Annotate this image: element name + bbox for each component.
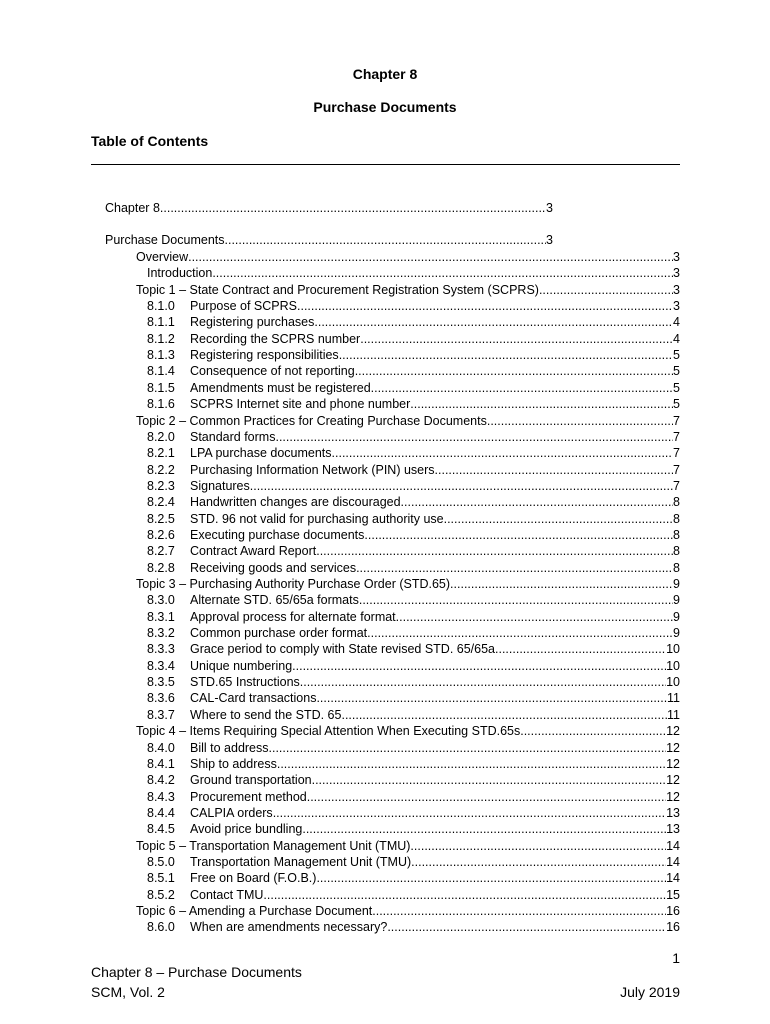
toc-entry-label: Common purchase order format	[190, 626, 368, 641]
toc-dot-leader	[359, 592, 673, 608]
toc-entry-label: When are amendments necessary?	[190, 920, 388, 935]
toc-entry-label: Topic 6 – Amending a Purchase Document	[136, 904, 373, 918]
toc-entry-label: Bill to address	[190, 740, 269, 755]
toc-dot-leader	[188, 249, 673, 265]
toc-dot-leader	[332, 445, 674, 461]
toc-dot-leader	[396, 609, 673, 625]
toc-entry-label: LPA purchase documents	[190, 446, 332, 461]
toc-entry[interactable]	[147, 494, 680, 510]
toc-entry[interactable]	[147, 870, 680, 886]
toc-entry-page: 3	[546, 201, 553, 215]
toc-entry-label: SCPRS Internet site and phone number	[190, 397, 411, 412]
toc-dot-leader	[360, 331, 673, 347]
toc-entry[interactable]	[147, 740, 680, 756]
toc-entry[interactable]	[147, 314, 680, 330]
toc-entry-page: 8	[673, 495, 680, 510]
toc-entry-page: 3	[546, 233, 553, 247]
toc-entry-label: Topic 2 – Common Practices for Creating Purchase Documents	[136, 413, 487, 428]
toc-dot-leader	[539, 282, 673, 298]
toc-entry[interactable]	[147, 592, 680, 608]
toc-entry-number: 8.2.1	[147, 446, 175, 461]
toc-entry-number: 8.3.7	[147, 707, 175, 722]
toc-entry[interactable]	[147, 756, 680, 772]
toc-dot-leader	[410, 838, 666, 854]
toc-entry[interactable]	[147, 919, 680, 935]
footer-chapter-title: Chapter 8 – Purchase Documents	[91, 964, 302, 980]
toc-entry-number: 8.2.6	[147, 527, 175, 542]
toc-entry[interactable]	[136, 282, 680, 298]
document-subtitle: Purchase Documents	[313, 99, 457, 115]
toc-entry-page: 13	[666, 822, 680, 837]
toc-entry[interactable]	[147, 854, 680, 870]
toc-entry-page: 9	[673, 593, 680, 608]
toc-entry-label: Avoid price bundling	[190, 822, 303, 837]
toc-entry-label: Transportation Management Unit (TMU)	[190, 854, 412, 869]
toc-entry-page: 7	[673, 446, 680, 461]
toc-dot-leader	[312, 772, 666, 788]
toc-entry-label: Procurement method	[190, 789, 307, 804]
toc-entry[interactable]	[147, 887, 680, 903]
toc-entry-page: 12	[666, 724, 680, 739]
toc-entry-number: 8.1.5	[147, 380, 175, 395]
toc-entry-label: Ship to address	[190, 756, 277, 771]
toc-entry-number: 8.3.2	[147, 626, 175, 641]
page-number: 1	[672, 950, 680, 966]
toc-entry-page: 12	[666, 789, 680, 804]
toc-entry-number: 8.3.4	[147, 658, 175, 673]
toc-dot-leader	[297, 298, 673, 314]
toc-entry-number: 8.2.3	[147, 478, 175, 493]
toc-entry-number: 8.1.3	[147, 348, 175, 363]
toc-entry-page: 14	[666, 871, 680, 886]
toc-entry-label: Standard forms	[190, 429, 276, 444]
toc-entry[interactable]	[147, 674, 680, 690]
toc-entry[interactable]	[147, 543, 680, 559]
toc-dot-leader	[356, 560, 673, 576]
toc-entry-label: Overview	[136, 250, 189, 264]
toc-entry-page: 11	[667, 707, 680, 722]
toc-entry-number: 8.2.8	[147, 560, 175, 575]
toc-entry-label: CAL-Card transactions	[190, 691, 317, 706]
toc-entry-label: Receiving goods and services	[190, 560, 357, 575]
toc-entry[interactable]	[147, 772, 680, 788]
toc-entry[interactable]	[147, 298, 680, 314]
toc-entry-number: 8.2.4	[147, 495, 175, 510]
toc-entry-page: 9	[673, 626, 680, 641]
toc-entry-label: Where to send the STD. 65	[190, 707, 342, 722]
footer-volume: SCM, Vol. 2	[91, 984, 165, 1000]
toc-entry[interactable]	[147, 641, 680, 657]
toc-entry-page: 8	[673, 544, 680, 559]
toc-entry-label: STD.65 Instructions	[190, 675, 300, 690]
toc-entry-number: 8.4.4	[147, 805, 175, 820]
toc-entry[interactable]	[147, 609, 680, 625]
toc-dot-leader	[225, 232, 547, 248]
toc-entry-page: 7	[673, 478, 680, 493]
toc-entry[interactable]	[147, 625, 680, 641]
toc-entry-label: Amendments must be registered	[190, 380, 371, 395]
toc-dot-leader	[250, 478, 673, 494]
toc-entry[interactable]	[147, 347, 680, 363]
toc-entry-page: 10	[666, 658, 680, 673]
toc-entry-page: 8	[673, 511, 680, 526]
toc-entry-number: 8.5.2	[147, 887, 175, 902]
toc-entry-label: Contact TMU	[190, 887, 264, 902]
toc-entry-label: Topic 5 – Transportation Management Unit (TMU)	[136, 838, 411, 853]
toc-entry-page: 5	[673, 348, 680, 363]
toc-entry[interactable]	[136, 723, 680, 739]
toc-dot-leader	[495, 641, 666, 657]
toc-entry[interactable]	[136, 413, 680, 429]
toc-entry-page: 4	[673, 315, 680, 330]
toc-entry-number: 8.1.4	[147, 364, 175, 379]
toc-entry-page: 3	[673, 282, 680, 297]
toc-dot-leader	[277, 756, 666, 772]
toc-entry-number: 8.6.0	[147, 920, 175, 935]
toc-entry-label: Chapter 8	[105, 201, 160, 215]
toc-dot-leader	[302, 821, 666, 837]
toc-dot-leader	[316, 543, 673, 559]
toc-entry[interactable]	[136, 903, 680, 919]
toc-entry-label: Registering purchases	[190, 315, 315, 330]
toc-entry-page: 12	[666, 756, 680, 771]
toc-entry-number: 8.1.2	[147, 331, 175, 346]
chapter-title: Chapter 8	[352, 66, 418, 82]
toc-entry-number: 8.1.1	[147, 315, 175, 330]
toc-entry[interactable]	[136, 838, 680, 854]
toc-dot-leader	[371, 380, 673, 396]
toc-entry-label: Ground transportation	[190, 773, 312, 788]
toc-entry-page: 7	[673, 429, 680, 444]
toc-entry-label: CALPIA orders	[190, 805, 273, 820]
toc-dot-leader	[269, 740, 667, 756]
toc-entry-label: Topic 3 – Purchasing Authority Purchase Order (STD.65)	[136, 577, 451, 591]
toc-dot-leader	[307, 789, 666, 805]
toc-entry-page: 10	[666, 642, 680, 657]
toc-entry-page: 11	[667, 691, 680, 706]
toc-entry[interactable]	[147, 331, 680, 347]
toc-dot-leader	[355, 363, 673, 379]
toc-entry-label: Signatures	[190, 478, 250, 493]
toc-dot-leader	[372, 903, 666, 919]
toc-entry-page: 5	[673, 380, 680, 395]
toc-entry-page: 3	[673, 250, 680, 264]
toc-entry-number: 8.2.5	[147, 511, 175, 526]
toc-entry[interactable]	[147, 690, 680, 706]
toc-dot-leader	[487, 413, 673, 429]
toc-entry-number: 8.2.7	[147, 544, 175, 559]
toc-entry[interactable]	[105, 232, 553, 248]
toc-entry-number: 8.5.1	[147, 871, 175, 886]
toc-entry-label: Purchasing Information Network (PIN) users	[190, 462, 435, 477]
toc-entry-number: 8.2.2	[147, 462, 175, 477]
toc-entry-page: 8	[673, 560, 680, 575]
toc-entry-page: 16	[666, 920, 680, 935]
toc-entry-number: 8.5.0	[147, 854, 175, 869]
toc-dot-leader	[444, 511, 673, 527]
toc-entry-page: 9	[673, 577, 680, 591]
toc-entry[interactable]	[147, 363, 680, 379]
toc-entry-page: 12	[666, 740, 680, 755]
toc-entry-page: 5	[673, 397, 680, 412]
toc-entry[interactable]	[147, 380, 680, 396]
toc-entry-number: 8.3.0	[147, 593, 175, 608]
toc-entry-page: 4	[673, 331, 680, 346]
toc-entry-page: 10	[666, 675, 680, 690]
toc-entry-page: 16	[666, 904, 680, 918]
toc-entry[interactable]	[147, 805, 680, 821]
toc-dot-leader	[387, 919, 666, 935]
toc-entry-label: Topic 1 – State Contract and Procurement Registration System (SCPRS)	[136, 282, 539, 297]
toc-entry-label: STD. 96 not valid for purchasing authority use	[190, 511, 444, 526]
toc-dot-leader	[263, 887, 666, 903]
toc-entry-page: 14	[666, 854, 680, 869]
toc-entry-page: 7	[673, 462, 680, 477]
toc-entry-label: Consequence of not reporting	[190, 364, 355, 379]
toc-entry[interactable]	[147, 658, 680, 674]
toc-entry[interactable]	[147, 789, 680, 805]
toc-dot-leader	[401, 494, 674, 510]
toc-dot-leader	[273, 805, 666, 821]
toc-entry-label: Contract Award Report	[190, 544, 317, 559]
toc-dot-leader	[275, 429, 673, 445]
toc-entry[interactable]	[147, 511, 680, 527]
toc-dot-leader	[160, 200, 546, 216]
toc-entry-label: Free on Board (F.O.B.)	[190, 871, 317, 886]
toc-dot-leader	[292, 658, 666, 674]
toc-entry[interactable]	[136, 249, 680, 265]
toc-dot-leader	[300, 674, 666, 690]
heading-divider	[91, 164, 680, 165]
toc-dot-leader	[435, 462, 674, 478]
toc-dot-leader	[316, 870, 666, 886]
toc-entry[interactable]	[147, 478, 680, 494]
toc-entry-number: 8.3.6	[147, 691, 175, 706]
toc-entry-label: Topic 4 – Items Requiring Special Attention When Executing STD.65s	[136, 724, 521, 739]
toc-dot-leader	[520, 723, 666, 739]
toc-entry-page: 3	[673, 266, 680, 281]
toc-entry-number: 8.3.3	[147, 642, 175, 657]
toc-entry[interactable]	[147, 429, 680, 445]
toc-entry-label: Grace period to comply with State revised STD. 65/65a	[190, 642, 496, 657]
toc-entry-page: 13	[666, 805, 680, 820]
toc-entry-number: 8.1.0	[147, 299, 175, 314]
toc-entry[interactable]	[147, 527, 680, 543]
toc-entry-label: Alternate STD. 65/65a formats	[190, 593, 359, 608]
toc-heading: Table of Contents	[91, 133, 209, 149]
toc-entry-page: 12	[666, 773, 680, 788]
toc-dot-leader	[316, 690, 667, 706]
toc-entry-label: Executing purchase documents	[190, 527, 365, 542]
toc-entry-page: 7	[673, 413, 680, 428]
toc-dot-leader	[339, 347, 673, 363]
toc-entry[interactable]	[147, 445, 680, 461]
toc-entry[interactable]	[147, 560, 680, 576]
toc-entry-label: Purpose of SCPRS	[190, 299, 297, 314]
toc-entry[interactable]	[136, 576, 680, 592]
toc-entry-number: 8.1.6	[147, 397, 175, 412]
toc-dot-leader	[314, 314, 673, 330]
toc-entry-number: 8.2.0	[147, 429, 175, 444]
toc-entry-label: Introduction	[147, 266, 213, 281]
toc-entry-page: 8	[673, 527, 680, 542]
toc-dot-leader	[364, 527, 673, 543]
toc-dot-leader	[411, 854, 666, 870]
toc-entry[interactable]	[147, 707, 680, 723]
toc-entry-number: 8.4.2	[147, 773, 175, 788]
toc-entry-label: Recording the SCPRS number	[190, 331, 361, 346]
toc-entry[interactable]	[147, 821, 680, 837]
toc-entry-number: 8.3.5	[147, 675, 175, 690]
footer-date: July 2019	[620, 984, 680, 1000]
toc-entry[interactable]	[147, 265, 680, 281]
toc-entry-label: Unique numbering	[190, 658, 293, 673]
toc-entry-page: 14	[666, 838, 680, 853]
toc-entry-label: Registering responsibilities	[190, 348, 339, 363]
toc-entry-label: Handwritten changes are discouraged	[190, 495, 401, 510]
toc-entry-number: 8.4.0	[147, 740, 175, 755]
toc-entry-page: 5	[673, 364, 680, 379]
toc-entry-number: 8.4.5	[147, 822, 175, 837]
toc-entry-page: 9	[673, 609, 680, 624]
toc-dot-leader	[341, 707, 667, 723]
toc-dot-leader	[410, 396, 673, 412]
toc-dot-leader	[212, 265, 673, 281]
toc-entry[interactable]	[147, 396, 680, 412]
toc-entry-number: 8.4.3	[147, 789, 175, 804]
toc-entry-number: 8.4.1	[147, 756, 175, 771]
toc-entry[interactable]	[105, 200, 553, 216]
toc-dot-leader	[367, 625, 673, 641]
toc-entry-label: Approval process for alternate format	[190, 609, 396, 624]
toc-entry-page: 15	[666, 887, 680, 902]
toc-entry-page: 3	[673, 299, 680, 314]
toc-entry-label: Purchase Documents	[105, 233, 225, 247]
toc-entry[interactable]	[147, 462, 680, 478]
toc-dot-leader	[450, 576, 673, 592]
toc-entry-number: 8.3.1	[147, 609, 175, 624]
